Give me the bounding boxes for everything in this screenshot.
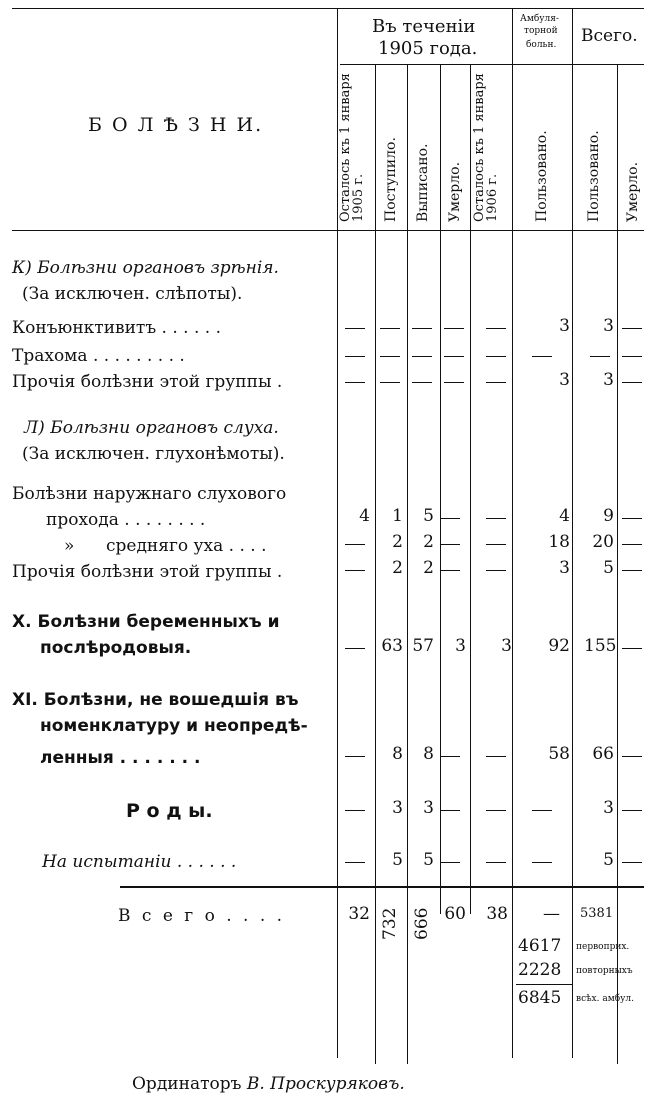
dash: [486, 544, 506, 545]
total-tot: 5381: [580, 906, 614, 921]
in-course-label: Въ теченіи: [372, 16, 476, 37]
group-xi-title-2: номенклатуру и неопредѣ-: [40, 716, 308, 736]
dash: [444, 382, 464, 383]
group-x-title-2: послѣродовыя.: [40, 638, 192, 658]
row-ear-ext-1: Болѣзни наружнаго слухового: [12, 484, 287, 504]
amb-sum-rule: [516, 984, 572, 985]
dash: [532, 810, 552, 811]
dash: [444, 328, 464, 329]
ambulatory-label-1: Амбуля-: [520, 14, 559, 24]
dash: [345, 570, 365, 571]
ear-ext-c2: 1: [392, 506, 403, 526]
rody-c3: 3: [423, 798, 434, 818]
top-rule: [12, 8, 644, 9]
dash: [440, 544, 460, 545]
dash: [345, 544, 365, 545]
ear-mid-c3: 2: [423, 532, 434, 552]
dash: [412, 382, 432, 383]
other-eye-amb: 3: [559, 370, 570, 390]
signature-name: В. Проскуряковъ.: [246, 1074, 405, 1094]
x-c4: 3: [455, 636, 466, 656]
xi-c3: 8: [423, 744, 434, 764]
dash: [486, 518, 506, 519]
dash: [440, 862, 460, 863]
dash: [380, 356, 400, 357]
col-divider-3: [440, 64, 441, 914]
ambulatory-label-2: торной: [524, 26, 558, 36]
group-l-sub: (За исключен. глухонѣмоты).: [22, 444, 285, 464]
col-admitted: Поступило.: [383, 137, 399, 222]
dash: [590, 356, 610, 357]
conj-tot: 3: [603, 316, 614, 336]
trial-c3: 5: [423, 850, 434, 870]
dash: [486, 328, 506, 329]
row-other-ear-label: Прочія болѣзни этой группы .: [12, 562, 283, 582]
col-total-treated: Пользовано.: [586, 130, 602, 222]
dash: [622, 544, 642, 545]
ear-mid-c2: 2: [392, 532, 403, 552]
dash: [440, 518, 460, 519]
ear-ext-tot: 9: [603, 506, 614, 526]
x-tot: 155: [584, 636, 617, 656]
dash: [345, 648, 365, 649]
dash: [532, 356, 552, 357]
amb-primary-label: первоприх.: [576, 942, 630, 952]
conj-amb: 3: [559, 316, 570, 336]
x-c5: 3: [501, 636, 512, 656]
dash: [440, 570, 460, 571]
dash: [622, 810, 642, 811]
dash: [622, 328, 642, 329]
other-eye-tot: 3: [603, 370, 614, 390]
dash: [380, 328, 400, 329]
dash: [412, 356, 432, 357]
ear-mid-amb: 18: [548, 532, 570, 552]
col-remain-1906: Осталось къ 1 января 1906 г.: [472, 73, 500, 222]
row-conj-label: Конъюнктивитъ . . . . . .: [12, 318, 222, 338]
dash: [440, 810, 460, 811]
amb-primary-value: 4617: [518, 936, 562, 956]
disease-title: Б О Л Ѣ З Н И.: [88, 114, 264, 136]
trial-label: На испытаніи . . . . . .: [42, 852, 237, 872]
trial-tot: 5: [603, 850, 614, 870]
group-l-title: Л) Болѣзни органовъ слуха.: [24, 418, 279, 438]
dash: [622, 862, 642, 863]
dash: [486, 756, 506, 757]
dash: [345, 356, 365, 357]
dash: [444, 356, 464, 357]
x-amb: 92: [548, 636, 570, 656]
row-ear-ext-2: прохода . . . . . . . .: [46, 510, 206, 530]
amb-repeat-value: 2228: [518, 960, 562, 980]
dash: [486, 810, 506, 811]
amb-repeat-label: повторныхъ: [576, 966, 633, 976]
other-ear-c3: 2: [423, 558, 434, 578]
rody-label: Р о д ы.: [126, 800, 213, 822]
amb-total-label: всѣх. амбул.: [576, 994, 634, 1004]
dash: [486, 382, 506, 383]
other-ear-tot: 5: [603, 558, 614, 578]
dash: [622, 356, 642, 357]
dash: [345, 382, 365, 383]
ear-mid-tot: 20: [592, 532, 614, 552]
x-c3: 57: [412, 636, 434, 656]
ear-ext-c3: 5: [423, 506, 434, 526]
dash: [622, 756, 642, 757]
row-other-eye-label: Прочія болѣзни этой группы .: [12, 372, 283, 392]
signature: [132, 1074, 405, 1094]
xi-amb: 58: [548, 744, 570, 764]
total-c2: 732: [380, 907, 400, 940]
col-divider-4: [470, 64, 471, 914]
dash: [380, 382, 400, 383]
total-c5: 38: [486, 904, 508, 924]
dash: [622, 570, 642, 571]
total-amb: —: [543, 904, 560, 924]
xi-c2: 8: [392, 744, 403, 764]
trial-c2: 5: [392, 850, 403, 870]
row-ear-mid-label: средняго уха . . . .: [106, 536, 267, 556]
dash: [532, 862, 552, 863]
col-divider-5: [512, 8, 513, 1058]
dash: [486, 862, 506, 863]
other-ear-c2: 2: [392, 558, 403, 578]
ambulatory-label-3: больн.: [526, 40, 557, 50]
dash: [486, 570, 506, 571]
dash: [345, 862, 365, 863]
ear-ext-c1: 4: [359, 506, 370, 526]
total-c3: 666: [412, 907, 432, 940]
signature-role: Ординаторъ: [132, 1074, 242, 1094]
total-label: В с е г о . . . .: [118, 906, 286, 926]
total-header: Всего.: [581, 26, 638, 46]
year-label: 1905 года.: [378, 38, 478, 59]
dash: [622, 518, 642, 519]
total-c4: 60: [444, 904, 466, 924]
row-trach-label: Трахома . . . . . . . . .: [12, 346, 185, 366]
header-bottom-rule: [12, 230, 644, 231]
group-xi-title-1: XI. Болѣзни, не вошедшія въ: [12, 690, 299, 710]
col-discharged: Выписано.: [415, 143, 431, 222]
group-k-sub: (За исключен. слѣпоты).: [22, 284, 243, 304]
group-xi-title-3: ленныя . . . . . . .: [40, 748, 201, 768]
dash: [622, 382, 642, 383]
dash: [345, 810, 365, 811]
col-divider-6: [572, 8, 573, 1058]
col-total-died: Умерло.: [625, 161, 641, 222]
x-c2: 63: [381, 636, 403, 656]
xi-tot: 66: [592, 744, 614, 764]
total-c1: 32: [348, 904, 370, 924]
dash: [345, 328, 365, 329]
group-x-title-1: Х. Болѣзни беременныхъ и: [12, 612, 280, 632]
dash: [486, 356, 506, 357]
dash: [622, 648, 642, 649]
dash: [440, 756, 460, 757]
ear-ext-amb: 4: [559, 506, 570, 526]
col-amb-treated: Пользовано.: [534, 130, 550, 222]
amb-total-value: 6845: [518, 988, 562, 1008]
other-ear-amb: 3: [559, 558, 570, 578]
dash: [412, 328, 432, 329]
group-k-title: К) Болѣзни органовъ зрѣнія.: [12, 258, 279, 278]
col-died: Умерло.: [447, 161, 463, 222]
rody-c2: 3: [392, 798, 403, 818]
rody-tot: 3: [603, 798, 614, 818]
col-divider-7: [617, 64, 618, 1064]
dash: [345, 756, 365, 757]
col-remain-1905: Осталось къ 1 января 1905 г.: [338, 73, 366, 222]
total-rule: [120, 886, 644, 888]
row-ear-mid-quote: »: [64, 536, 75, 556]
